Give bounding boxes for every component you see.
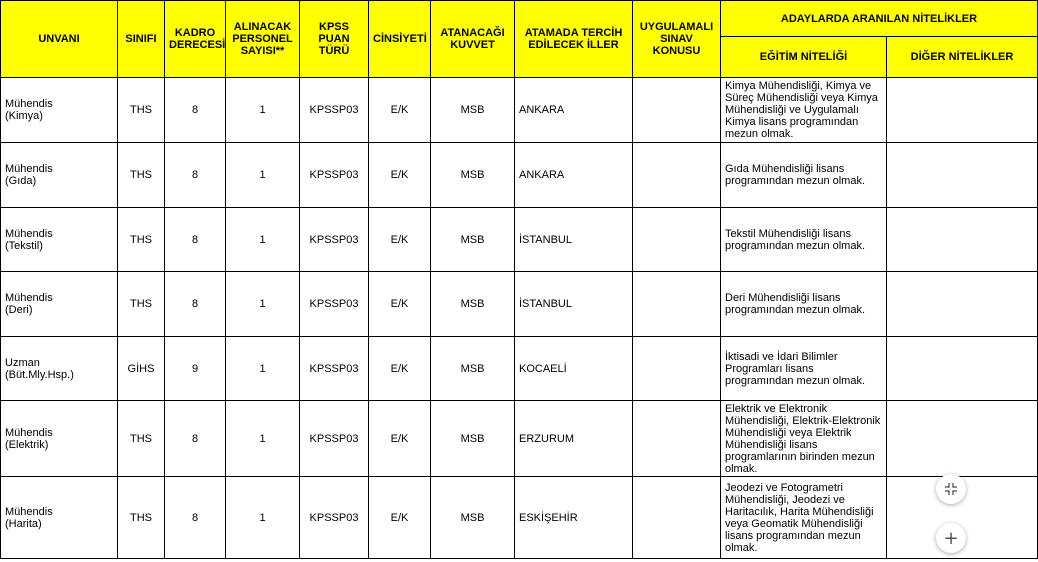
cell-cinsiyet: E/K (369, 477, 431, 559)
cell-sayi: 1 (226, 78, 300, 143)
cell-il: İSTANBUL (515, 208, 633, 272)
header-sinav: UYGULAMALI SINAV KONUSU (633, 1, 721, 78)
cell-kuvvet: MSB (431, 272, 515, 337)
exit-fullscreen-button[interactable] (936, 474, 966, 504)
cell-sayi: 1 (226, 401, 300, 477)
header-egitim: EĞİTİM NİTELİĞİ (721, 37, 887, 78)
cell-sinif: THS (118, 78, 165, 143)
plus-icon: + (943, 527, 959, 549)
cell-cinsiyet: E/K (369, 208, 431, 272)
table-header (1, 1, 1038, 78)
header-kuvvet: ATANACAĞI KUVVET (431, 1, 515, 78)
cell-unvan: Mühendis (Deri) (1, 272, 118, 337)
cell-unvan: Mühendis (Tekstil) (1, 208, 118, 272)
cell-kuvvet: MSB (431, 477, 515, 559)
cell-sinav (633, 272, 721, 337)
header-kadro: KADRO DERECESİ (165, 1, 226, 78)
cell-kadro: 9 (165, 337, 226, 401)
cell-unvan: Uzman (Büt.Mly.Hsp.) (1, 337, 118, 401)
cell-cinsiyet: E/K (369, 272, 431, 337)
cell-diger (887, 78, 1038, 143)
cell-unvan: Mühendis (Gıda) (1, 143, 118, 208)
cell-diger (887, 143, 1038, 208)
cell-kadro: 8 (165, 401, 226, 477)
cell-kpss: KPSSP03 (300, 143, 369, 208)
header-diger: DİĞER NİTELİKLER (887, 37, 1038, 78)
cell-il: İSTANBUL (515, 272, 633, 337)
cell-sinav (633, 143, 721, 208)
cell-sayi: 1 (226, 337, 300, 401)
header-nitelikler: ADAYLARDA ARANILAN NİTELİKLER (721, 1, 1038, 37)
cell-diger (887, 337, 1038, 401)
cell-sinav (633, 401, 721, 477)
cell-il: ERZURUM (515, 401, 633, 477)
table-body (1, 78, 1038, 559)
header-alinacak: ALINACAK PERSONEL SAYISI** (226, 1, 300, 78)
cell-kadro: 8 (165, 78, 226, 143)
cell-il: ANKARA (515, 78, 633, 143)
cell-egitim: Tekstil Mühendisliği lisans programından mezun olmak. (721, 208, 887, 272)
cell-unvan: Mühendis (Harita) (1, 477, 118, 559)
cell-sinav (633, 477, 721, 559)
header-unvan: UNVANI (1, 1, 118, 78)
header-kpss: KPSS PUAN TÜRÜ (300, 1, 369, 78)
cell-kpss: KPSSP03 (300, 272, 369, 337)
cell-egitim: Gıda Mühendisliği lisans programından mezun olmak. (721, 143, 887, 208)
cell-egitim: Elektrik ve Elektronik Mühendisliği, Elektrik-Elektronik Mühendisliği veya Elektrik Mühendisliği lisans programlarının birinden mezun olmak. (721, 401, 887, 477)
cell-unvan: Mühendis (Kimya) (1, 78, 118, 143)
table-row (1, 337, 1038, 401)
cell-kpss: KPSSP03 (300, 78, 369, 143)
cell-kpss: KPSSP03 (300, 477, 369, 559)
cell-egitim: Kimya Mühendisliği, Kimya ve Süreç Mühendisliği veya Kimya Mühendisliği ve Uygulamalı Kimya lisans programından mezun olmak. (721, 78, 887, 143)
table-row (1, 272, 1038, 337)
zoom-in-button[interactable] (936, 523, 966, 553)
cell-egitim: Jeodezi ve Fotogrametri Mühendisliği, Jeodezi ve Haritacılık, Harita Mühendisliği veya Geomatik Mühendisliği lisans programından mezun olmak. (721, 477, 887, 559)
header-iller: ATAMADA TERCİH EDİLECEK İLLER (515, 1, 633, 78)
table-row (1, 477, 1038, 559)
cell-kuvvet: MSB (431, 208, 515, 272)
cell-egitim: İktisadi ve İdari Bilimler Programları lisans programından mezun olmak. (721, 337, 887, 401)
table-row (1, 208, 1038, 272)
cell-il: ANKARA (515, 143, 633, 208)
exit-fullscreen-icon (944, 482, 958, 496)
cell-sinav (633, 337, 721, 401)
cell-diger (887, 208, 1038, 272)
cell-sinif: THS (118, 143, 165, 208)
cell-cinsiyet: E/K (369, 78, 431, 143)
table-row (1, 143, 1038, 208)
cell-cinsiyet: E/K (369, 337, 431, 401)
cell-kuvvet: MSB (431, 143, 515, 208)
cell-egitim: Deri Mühendisliği lisans programından mezun olmak. (721, 272, 887, 337)
cell-cinsiyet: E/K (369, 143, 431, 208)
cell-kuvvet: MSB (431, 78, 515, 143)
cell-unvan: Mühendis (Elektrik) (1, 401, 118, 477)
cell-kuvvet: MSB (431, 337, 515, 401)
table-row (1, 78, 1038, 143)
cell-sayi: 1 (226, 477, 300, 559)
cell-sinav (633, 78, 721, 143)
cell-sayi: 1 (226, 143, 300, 208)
cell-sinav (633, 208, 721, 272)
cell-sayi: 1 (226, 272, 300, 337)
cell-sinif: GİHS (118, 337, 165, 401)
cell-sinif: THS (118, 401, 165, 477)
cell-sinif: THS (118, 208, 165, 272)
header-sinif: SINIFI (118, 1, 165, 78)
cell-kuvvet: MSB (431, 401, 515, 477)
cell-kadro: 8 (165, 143, 226, 208)
cell-cinsiyet: E/K (369, 401, 431, 477)
cell-diger (887, 401, 1038, 477)
cell-kpss: KPSSP03 (300, 337, 369, 401)
cell-il: KOCAELİ (515, 337, 633, 401)
cell-il: ESKİŞEHİR (515, 477, 633, 559)
cell-kadro: 8 (165, 208, 226, 272)
cell-kadro: 8 (165, 477, 226, 559)
cell-diger (887, 272, 1038, 337)
cell-kpss: KPSSP03 (300, 208, 369, 272)
cell-kpss: KPSSP03 (300, 401, 369, 477)
table-row (1, 401, 1038, 477)
cell-kadro: 8 (165, 272, 226, 337)
cell-sayi: 1 (226, 208, 300, 272)
header-cinsiyet: CİNSİYETİ (369, 1, 431, 78)
cell-sinif: THS (118, 272, 165, 337)
cell-sinif: THS (118, 477, 165, 559)
